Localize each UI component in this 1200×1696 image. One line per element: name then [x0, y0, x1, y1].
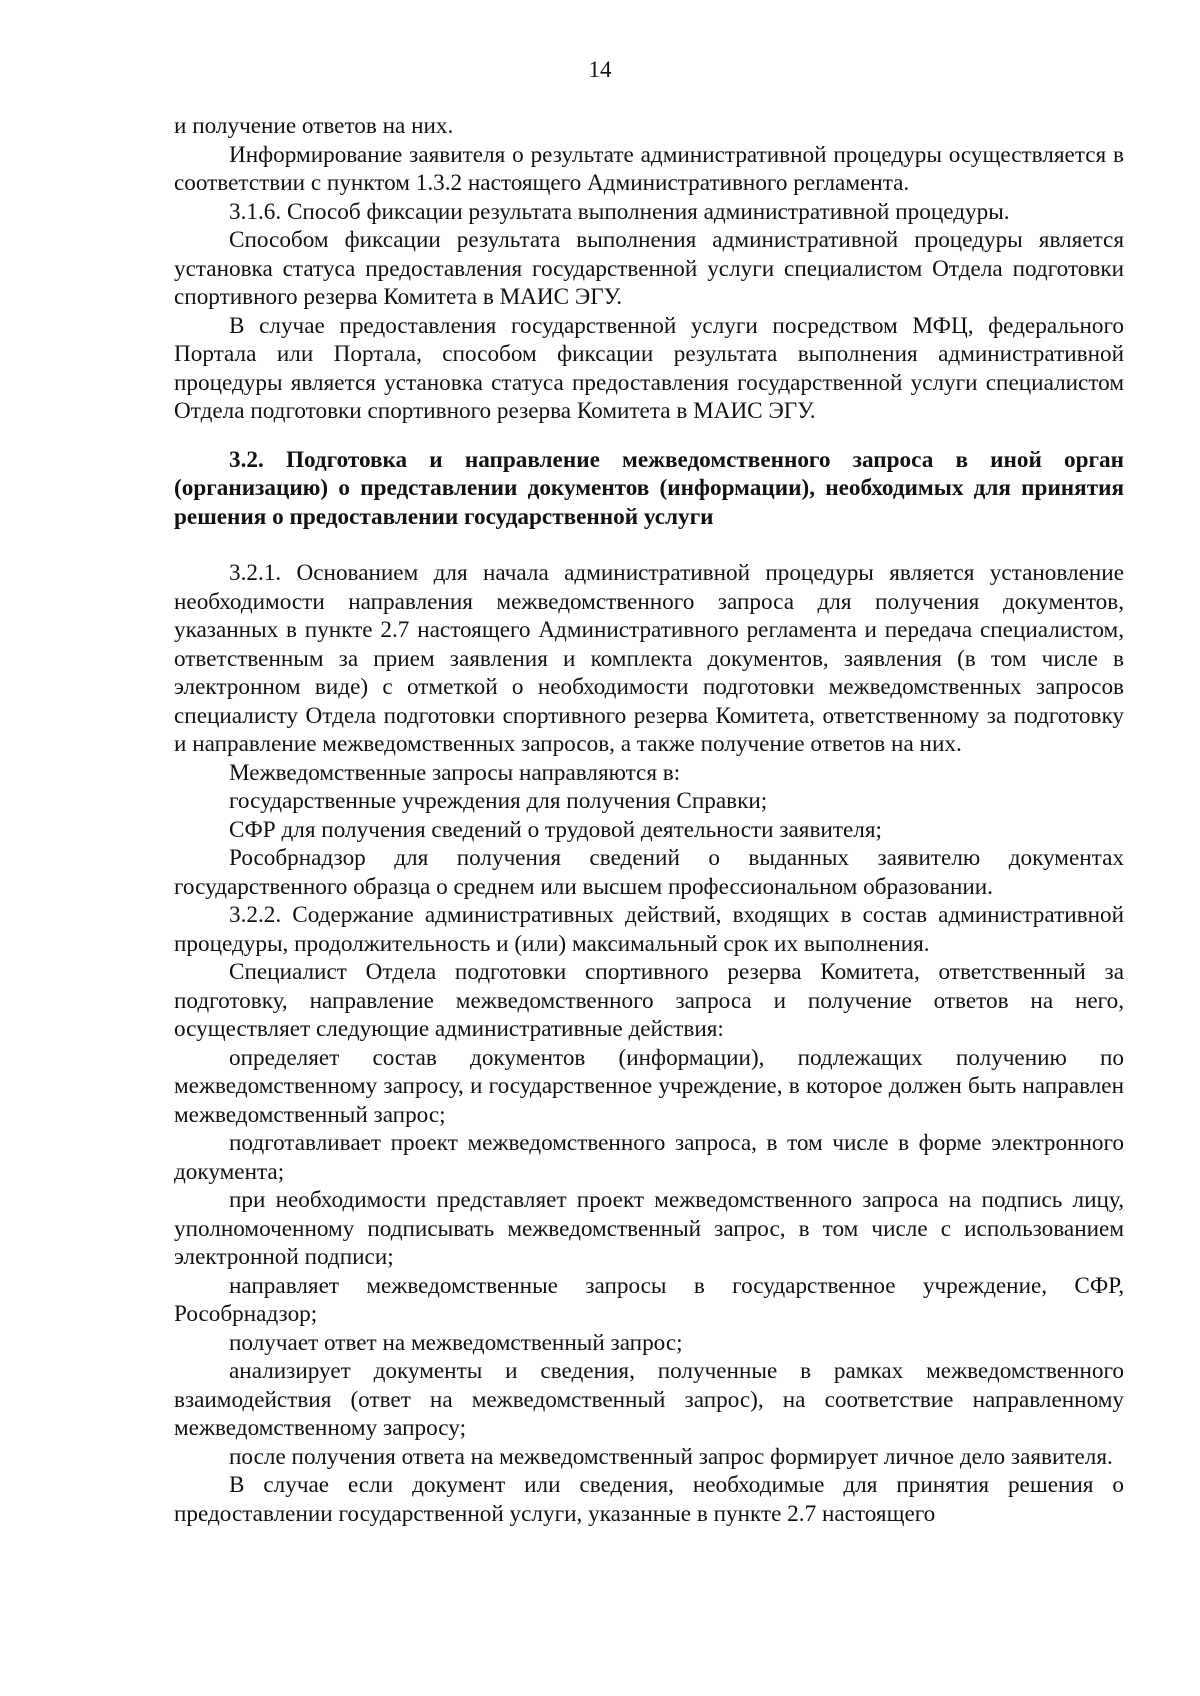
paragraph: В случае если документ или сведения, необходимые для принятия решения о предоставлении государственной услуги, указанные в пункте 2.7 настоящего	[174, 1472, 1124, 1527]
section-heading: 3.2. Подготовка и направление межведомственного запроса в иной орган (организацию) о представлении документов (информации), необходимых для принятия решения о предоставлении государственной услуги	[174, 446, 1124, 530]
list-item: после получения ответа на межведомственный запрос формирует личное дело заявителя.	[229, 1443, 1113, 1470]
page-number: 14	[588, 57, 612, 82]
section-subheading: 3.2.2. Содержание административных действий, входящих в состав административной процедуры, продолжительность и (или) максимальный срок их выполнения.	[174, 902, 1124, 957]
paragraph: Межведомственные запросы направляются в:	[229, 759, 681, 786]
list-item: СФР для получения сведений о трудовой деятельности заявителя;	[229, 816, 882, 843]
list-item: подготавливает проект межведомственного запроса, в том числе в форме электронного документа;	[174, 1130, 1124, 1185]
list-item: Рособрнадзор для получения сведений о выданных заявителю документах государственного образца о среднем или высшем профессиональном образовании.	[174, 845, 1124, 900]
paragraph: 3.2.1. Основанием для начала административной процедуры является установление необходимости направления межведомственного запроса для получения документов, указанных в пункте 2.7 настоящего Административного регламента и передача специалистом, ответственным за прием заявления и комплекта документов, заявления (в том числе в электронном виде) с отметкой о необходимости подготовки межведомственных запросов специалисту Отдела подготовки спортивного резерва Комитета, ответственному за подготовку и направление межведомственных запросов, а также получение ответов на них.	[174, 560, 1124, 757]
list-item: направляет межведомственные запросы в государственное учреждение, СФР, Рособрнадзор;	[174, 1272, 1124, 1327]
paragraph: Способом фиксации результата выполнения административной процедуры является установка статуса предоставления государственной услуги специалистом Отдела подготовки спортивного резерва Комитета в МАИС ЭГУ.	[174, 227, 1124, 310]
list-item: получает ответ на межведомственный запрос;	[229, 1329, 683, 1356]
document-body	[174, 112, 1124, 1528]
list-item: определяет состав документов (информации), подлежащих получению по межведомственному запросу, и государственное учреждение, в которое должен быть направлен межведомственный запрос;	[174, 1044, 1124, 1128]
list-item: при необходимости представляет проект межведомственного запроса на подпись лицу, уполномоченному подписывать межведомственный запрос, в том числе с использованием электронной подписи;	[174, 1187, 1124, 1270]
paragraph: В случае предоставления государственной услуги посредством МФЦ, федерального Портала или Портала, способом фиксации результата выполнения административной процедуры является установка статуса предоставления государственной услуги специалистом Отдела подготовки спортивного резерва Комитета в МАИС ЭГУ.	[174, 312, 1124, 424]
list-item: государственные учреждения для получения Справки;	[229, 788, 768, 814]
paragraph: Информирование заявителя о результате административной процедуры осуществляется в соответствии с пунктом 1.3.2 настоящего Административного регламента.	[174, 141, 1124, 196]
section-subheading: 3.1.6. Способ фиксации результата выполнения административной процедуры.	[229, 198, 1010, 225]
list-item: анализирует документы и сведения, полученные в рамках межведомственного взаимодействия (ответ на межведомственный запрос), на соответствие направленному межведомственному запросу;	[174, 1358, 1124, 1441]
paragraph: и получение ответов на них.	[174, 113, 454, 139]
paragraph: Специалист Отдела подготовки спортивного резерва Комитета, ответственный за подготовку, направление межведомственного запроса и получение ответов на него, осуществляет следующие административные действия:	[174, 959, 1124, 1042]
